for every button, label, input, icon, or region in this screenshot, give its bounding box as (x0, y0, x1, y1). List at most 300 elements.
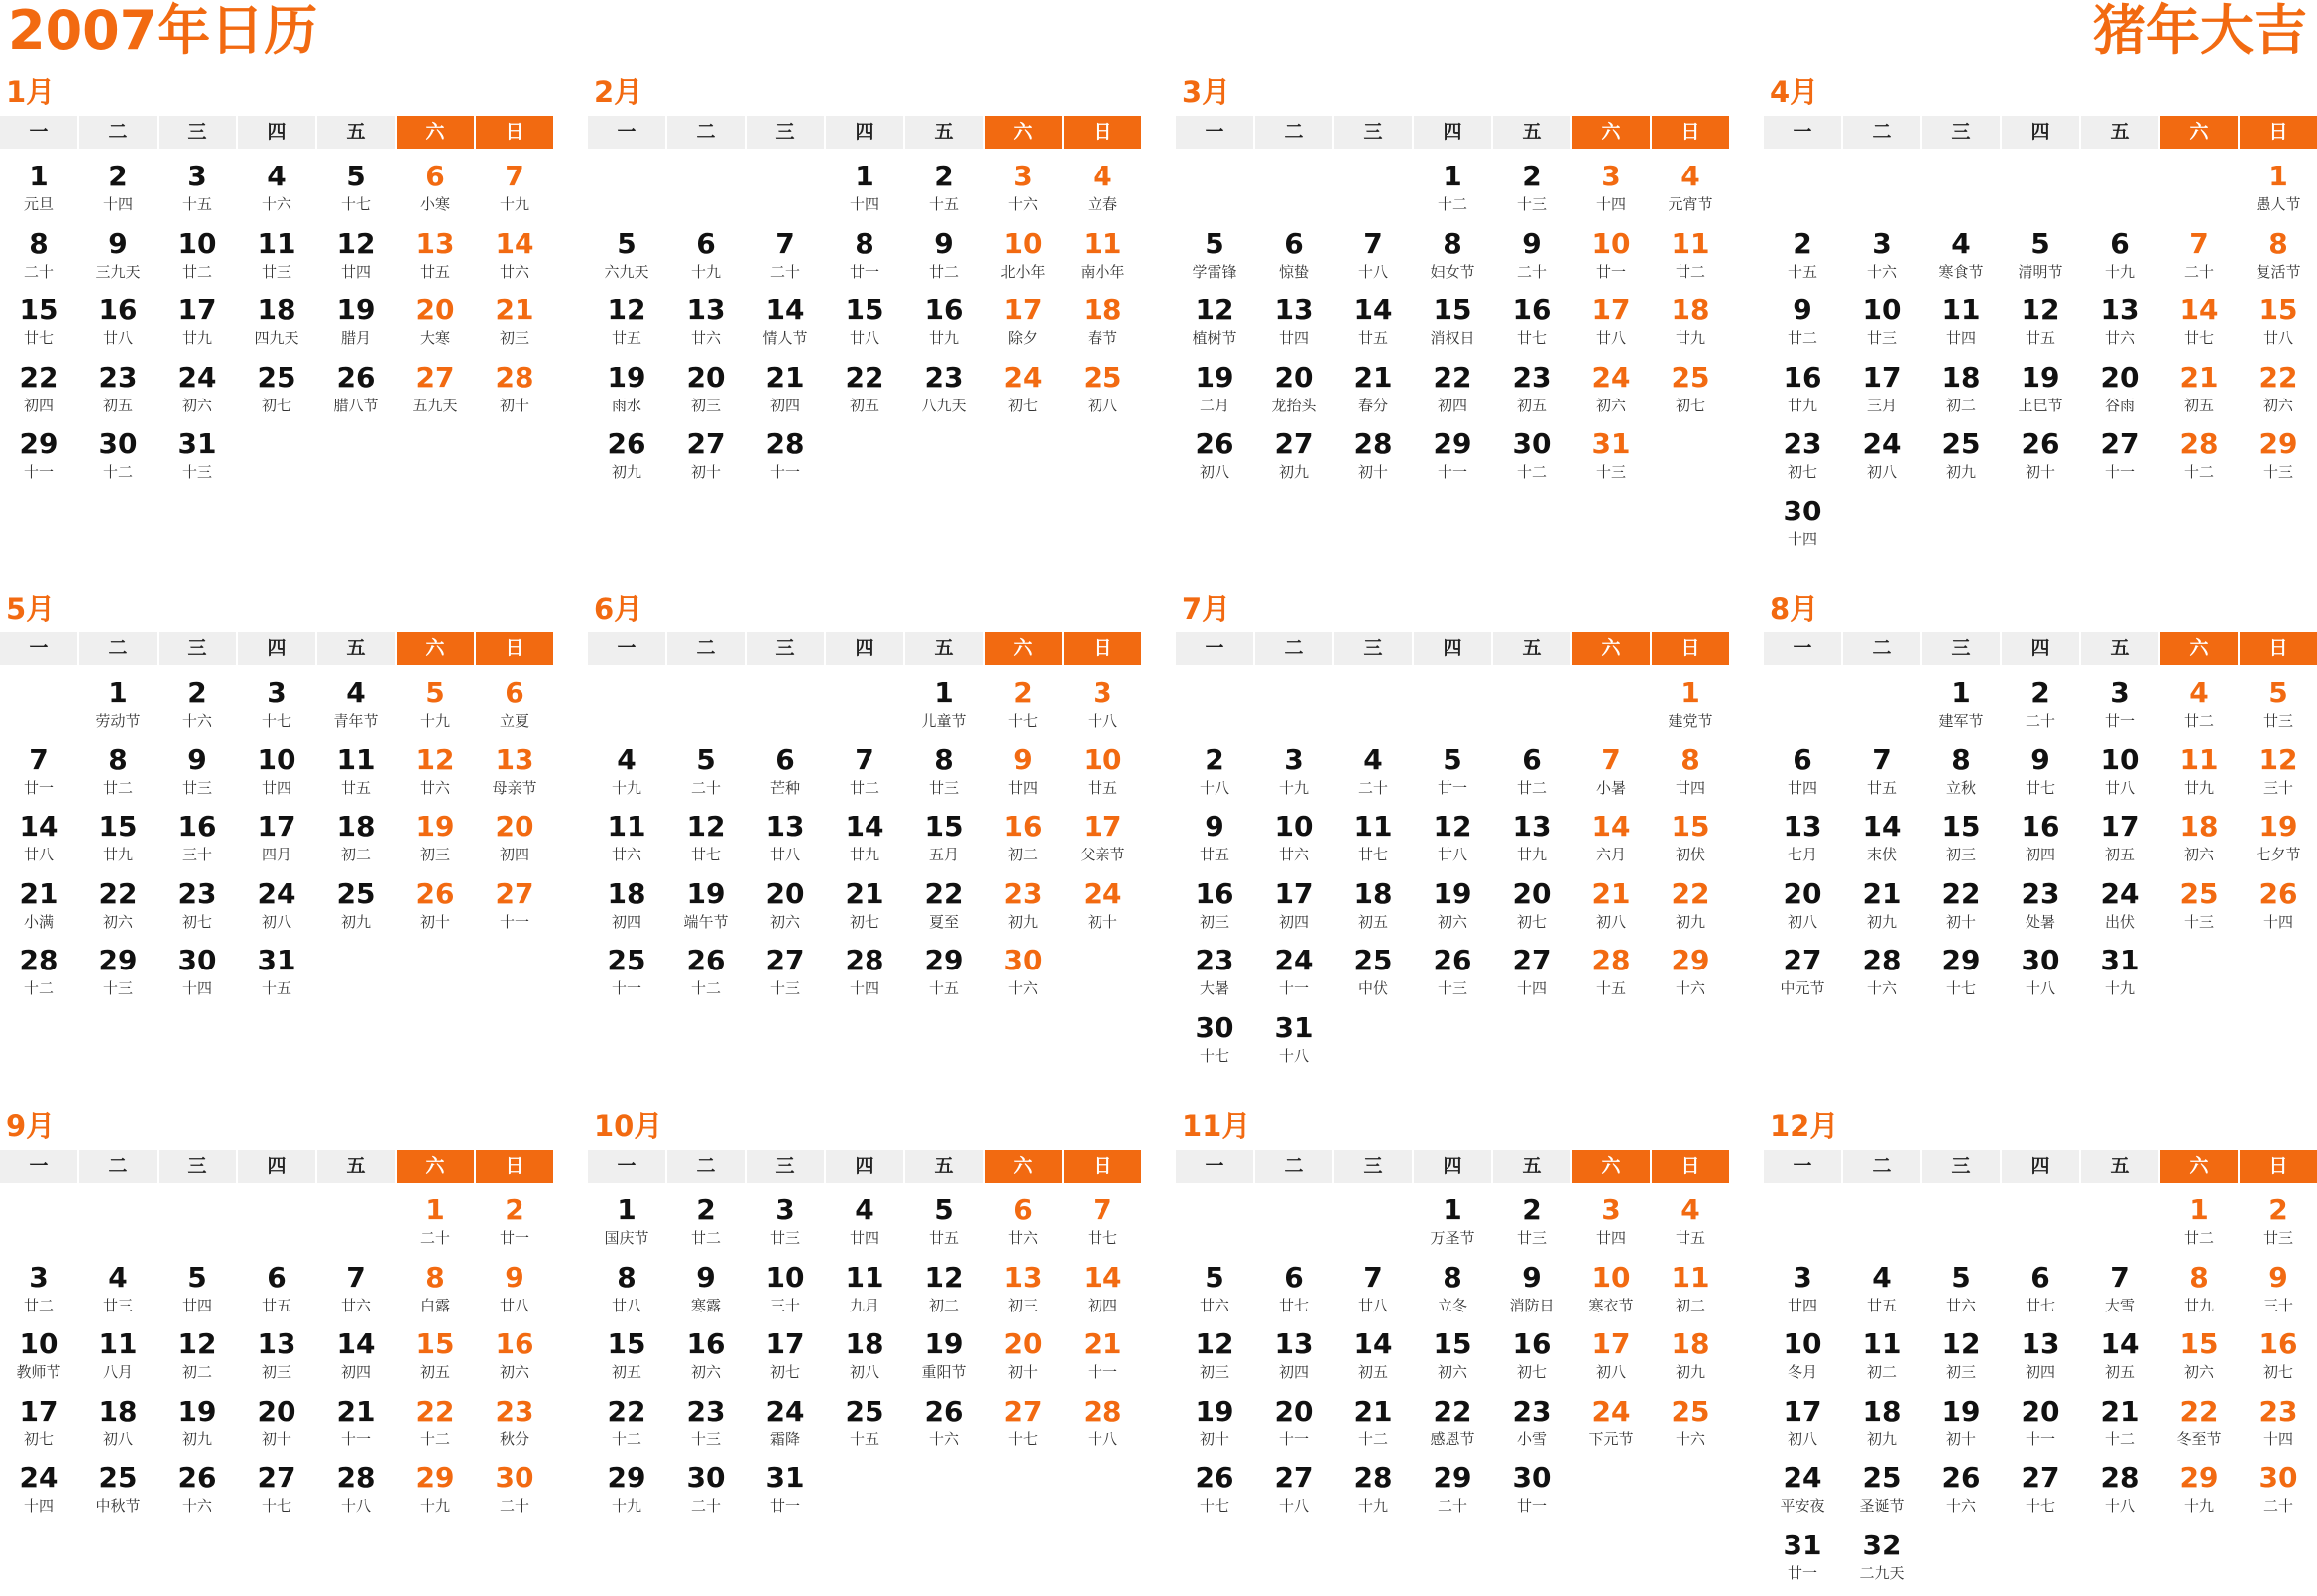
lunar-label: 廿七 (1278, 1296, 1309, 1314)
day-number: 22 (415, 1394, 455, 1427)
day-number: 5 (1205, 1260, 1224, 1294)
lunar-label: 廿二 (928, 262, 959, 281)
day-cell (2081, 427, 2158, 495)
day-number: 18 (1941, 360, 1981, 394)
lunar-label: 廿六 (499, 262, 529, 281)
weekday-header (1176, 116, 1729, 149)
lunar-label: 三十 (2262, 1296, 2293, 1314)
lunar-label: 廿九 (1787, 396, 1817, 414)
day-cell (2002, 361, 2079, 428)
lunar-label: 初八 (849, 1363, 879, 1382)
weekday-header (588, 116, 1141, 149)
day-number: 29 (98, 944, 138, 977)
lunar-label: 廿七 (23, 329, 54, 348)
day-cell (1493, 1194, 1570, 1261)
lunar-label: 十一 (2025, 1429, 2055, 1448)
day-cell (159, 293, 236, 361)
day-cell (667, 361, 745, 428)
lunar-label: 愚人节 (2256, 195, 2301, 213)
day-cell (1764, 743, 1841, 811)
lunar-label: 十一 (1278, 979, 1309, 998)
day-cell (1572, 810, 1650, 877)
lunar-label: 廿二 (102, 778, 133, 797)
day-number: 24 (1591, 1394, 1631, 1427)
lunar-label: 初七 (23, 1429, 54, 1448)
day-cell (397, 810, 474, 877)
day-cell (985, 877, 1062, 945)
day-cell (588, 1327, 665, 1395)
day-number: 23 (924, 360, 964, 394)
day-number: 27 (686, 427, 726, 461)
day-number: 22 (2179, 1394, 2219, 1427)
lunar-label: 廿三 (261, 262, 291, 281)
day-number: 25 (336, 876, 376, 910)
day-number: 19 (336, 293, 376, 327)
lunar-label: 腊八节 (333, 396, 379, 414)
month-title: 6月 (594, 592, 643, 626)
day-cell (747, 877, 824, 945)
day-cell (1843, 743, 1920, 811)
day-cell (79, 160, 157, 227)
day-number: 19 (1941, 1394, 1981, 1427)
lunar-label: 十六 (1866, 262, 1897, 281)
weekday-label: 日 (476, 1150, 553, 1183)
lunar-label: 十八 (2025, 979, 2055, 998)
day-number: 6 (425, 160, 445, 192)
day-number: 1 (425, 1194, 445, 1226)
day-cell (2002, 676, 2079, 743)
day-cell (238, 1395, 315, 1462)
day-number: 29 (1671, 944, 1710, 977)
day-cell (0, 427, 77, 495)
day-number: 10 (1274, 810, 1314, 844)
day-cell (826, 1261, 903, 1328)
day-cell (2002, 810, 2079, 877)
lunar-label: 十八 (340, 1497, 371, 1516)
day-number: 5 (2268, 676, 2288, 709)
day-number: 12 (1433, 810, 1472, 844)
lunar-label: 十四 (849, 195, 879, 213)
lunar-label: 廿四 (1945, 329, 1976, 348)
day-number: 4 (346, 676, 366, 709)
day-number: 23 (98, 360, 138, 394)
day-number: 25 (1862, 1461, 1902, 1495)
day-number: 13 (1274, 293, 1314, 327)
day-cell (397, 877, 474, 945)
day-cell (2002, 944, 2079, 1011)
day-cell (905, 676, 983, 743)
weekday-label: 三 (747, 116, 824, 149)
empty-cell (1176, 676, 1253, 743)
month-title: 4月 (1770, 75, 1819, 109)
day-number: 18 (98, 1394, 138, 1427)
day-number: 4 (2189, 676, 2209, 709)
lunar-label: 廿三 (2262, 1229, 2293, 1247)
day-number: 25 (1671, 360, 1710, 394)
day-cell (1572, 293, 1650, 361)
day-cell (79, 1395, 157, 1462)
day-cell (747, 1461, 824, 1529)
lunar-label: 除夕 (1007, 329, 1038, 348)
lunar-label: 重阳节 (921, 1363, 967, 1382)
lunar-label: 初九 (181, 1429, 212, 1448)
weekday-label: 三 (1922, 1150, 2000, 1183)
day-cell (317, 1461, 395, 1529)
lunar-label: 初五 (1357, 912, 1388, 931)
day-cell (238, 810, 315, 877)
day-number: 30 (1512, 1461, 1552, 1495)
day-cell (588, 810, 665, 877)
lunar-label: 初六 (1595, 396, 1626, 414)
day-cell (1764, 877, 1841, 945)
day-number: 18 (1671, 293, 1710, 327)
day-number: 9 (934, 226, 954, 260)
day-number: 3 (187, 160, 207, 192)
day-number: 27 (2021, 1461, 2060, 1495)
day-cell (1064, 160, 1141, 227)
weekday-header (588, 1150, 1141, 1183)
weekday-label: 六 (1572, 632, 1650, 665)
weekday-label: 日 (2240, 116, 2317, 149)
day-cell (476, 361, 553, 428)
day-number: 10 (1083, 742, 1122, 776)
lunar-label: 十五 (261, 979, 291, 998)
day-number: 11 (1941, 293, 1981, 327)
lunar-label: 初四 (1087, 1296, 1117, 1314)
lunar-label: 国庆节 (604, 1229, 649, 1247)
day-number: 11 (1083, 226, 1122, 260)
lunar-label: 初八 (1595, 912, 1626, 931)
day-number: 2 (2268, 1194, 2288, 1226)
lunar-label: 小雪 (1516, 1429, 1547, 1448)
lunar-label: 二十 (419, 1229, 450, 1247)
weekday-label: 五 (905, 116, 983, 149)
lunar-label: 廿二 (849, 778, 879, 797)
day-number: 29 (2259, 427, 2298, 461)
day-cell (1176, 227, 1253, 294)
lunar-label: 初六 (2262, 396, 2293, 414)
lunar-label: 廿九 (181, 329, 212, 348)
lunar-label: 初六 (2183, 1363, 2214, 1382)
day-number: 15 (2259, 293, 2298, 327)
day-number: 9 (1793, 293, 1812, 327)
lunar-label: 十二 (102, 463, 133, 482)
lunar-label: 初十 (1945, 1429, 1976, 1448)
day-number: 13 (1512, 810, 1552, 844)
day-number: 17 (1003, 293, 1043, 327)
day-number: 8 (2268, 226, 2288, 260)
lunar-label: 十四 (1595, 195, 1626, 213)
day-cell (2240, 1327, 2317, 1395)
day-cell (0, 361, 77, 428)
day-number: 23 (1512, 360, 1552, 394)
day-cell (905, 361, 983, 428)
weekday-header (588, 632, 1141, 665)
lunar-label: 建军节 (1938, 712, 1984, 730)
day-number: 26 (1195, 427, 1234, 461)
lunar-label: 十一 (23, 463, 54, 482)
day-number: 23 (177, 876, 217, 910)
day-number: 27 (495, 876, 534, 910)
empty-cell (1843, 160, 1920, 227)
day-cell (2240, 1261, 2317, 1328)
weekday-label: 四 (238, 116, 315, 149)
day-cell (905, 160, 983, 227)
day-number: 6 (2030, 1260, 2050, 1294)
day-number: 14 (1083, 1260, 1122, 1294)
lunar-label: 夏至 (928, 912, 959, 931)
lunar-label: 廿八 (769, 846, 800, 864)
lunar-label: 圣诞节 (1859, 1497, 1905, 1516)
lunar-label: 初二 (928, 1296, 959, 1314)
lunar-label: 初三 (1945, 846, 1976, 864)
lunar-label: 廿四 (849, 1229, 879, 1247)
lunar-label: 初三 (1199, 912, 1229, 931)
lunar-label: 三十 (769, 1296, 800, 1314)
weekday-label: 日 (1064, 1150, 1141, 1183)
day-cell (159, 810, 236, 877)
day-cell (476, 227, 553, 294)
lunar-label: 中元节 (1780, 979, 1825, 998)
day-cell (1652, 1261, 1729, 1328)
lunar-label: 十六 (1675, 1429, 1705, 1448)
day-number: 19 (2021, 360, 2060, 394)
month-title: 11月 (1182, 1109, 1251, 1143)
day-cell (317, 810, 395, 877)
day-number: 15 (845, 293, 884, 327)
lunar-label: 廿八 (102, 329, 133, 348)
lunar-label: 初五 (1516, 396, 1547, 414)
lunar-label: 十八 (1278, 1497, 1309, 1516)
lunar-label: 父亲节 (1080, 846, 1125, 864)
lunar-label: 初九 (1675, 1363, 1705, 1382)
day-number: 26 (1195, 1461, 1234, 1495)
day-grid (0, 676, 553, 1011)
empty-cell (0, 1194, 77, 1261)
lunar-label: 初四 (2025, 846, 2055, 864)
day-number: 16 (98, 293, 138, 327)
day-cell (79, 944, 157, 1011)
lunar-label: 八九天 (921, 396, 967, 414)
weekday-label: 六 (985, 116, 1062, 149)
lunar-label: 十二 (419, 1429, 450, 1448)
day-number: 2 (1205, 742, 1224, 776)
day-number: 6 (1013, 1194, 1033, 1226)
day-cell (2081, 676, 2158, 743)
day-number: 11 (2179, 742, 2219, 776)
weekday-label: 三 (159, 1150, 236, 1183)
weekday-label: 三 (159, 116, 236, 149)
lunar-label: 廿三 (1516, 1229, 1547, 1247)
lunar-label: 廿八 (1437, 846, 1467, 864)
lunar-label: 三月 (1866, 396, 1897, 414)
day-cell (1493, 361, 1570, 428)
lunar-label: 初五 (2104, 1363, 2135, 1382)
lunar-label: 十五 (928, 195, 959, 213)
day-number: 7 (1363, 226, 1383, 260)
lunar-label: 十六 (1866, 979, 1897, 998)
lunar-label: 廿三 (2262, 712, 2293, 730)
day-number: 7 (1872, 742, 1892, 776)
lunar-label: 初五 (102, 396, 133, 414)
day-cell (79, 361, 157, 428)
day-cell (1922, 1261, 2000, 1328)
day-cell (1493, 1461, 1570, 1529)
day-number: 7 (505, 160, 524, 192)
day-cell (1764, 361, 1841, 428)
day-cell (1572, 1395, 1650, 1462)
day-cell (1652, 1194, 1729, 1261)
day-cell (1652, 877, 1729, 945)
lunar-label: 儿童节 (921, 712, 967, 730)
lunar-label: 初三 (261, 1363, 291, 1382)
empty-cell (1922, 1194, 2000, 1261)
day-cell (238, 293, 315, 361)
day-cell (1255, 743, 1332, 811)
day-number: 26 (336, 360, 376, 394)
day-cell (476, 293, 553, 361)
day-cell (1064, 877, 1141, 945)
lunar-label: 处暑 (2025, 912, 2055, 931)
lunar-label: 腊月 (340, 329, 371, 348)
lunar-label: 初十 (1357, 463, 1388, 482)
day-number: 20 (257, 1394, 296, 1427)
day-number: 20 (686, 360, 726, 394)
lunar-label: 上巳节 (2018, 396, 2063, 414)
weekday-label: 日 (1652, 116, 1729, 149)
empty-cell (1764, 160, 1841, 227)
empty-cell (1176, 160, 1253, 227)
lunar-label: 十九 (611, 1497, 641, 1516)
day-number: 28 (19, 944, 58, 977)
lunar-label: 十九 (419, 712, 450, 730)
lunar-label: 初七 (2262, 1363, 2293, 1382)
day-cell (2240, 1395, 2317, 1462)
day-number: 16 (1512, 293, 1552, 327)
lunar-label: 十二 (611, 1429, 641, 1448)
lunar-label: 二十 (2262, 1497, 2293, 1516)
lunar-label: 廿五 (1866, 1296, 1897, 1314)
day-number: 3 (1093, 676, 1112, 709)
weekday-label: 日 (2240, 1150, 2317, 1183)
day-number: 30 (2021, 944, 2060, 977)
day-number: 10 (2100, 742, 2140, 776)
day-number: 14 (2179, 293, 2219, 327)
day-number: 4 (1680, 160, 1700, 192)
day-cell (1652, 160, 1729, 227)
lunar-label: 廿六 (419, 778, 450, 797)
weekday-label: 二 (1255, 1150, 1332, 1183)
day-cell (476, 1261, 553, 1328)
day-cell (2240, 1461, 2317, 1529)
day-number: 24 (257, 876, 296, 910)
day-cell (476, 1194, 553, 1261)
day-number: 3 (1601, 160, 1621, 192)
day-number: 17 (19, 1394, 58, 1427)
day-number: 24 (1862, 427, 1902, 461)
day-cell (2081, 810, 2158, 877)
day-cell (1493, 227, 1570, 294)
lunar-label: 立秋 (1945, 778, 1976, 797)
lunar-label: 廿五 (2025, 329, 2055, 348)
weekday-header (0, 1150, 553, 1183)
day-number: 4 (267, 160, 287, 192)
day-number: 15 (607, 1327, 646, 1361)
lunar-label: 初四 (2025, 1363, 2055, 1382)
day-number: 23 (686, 1394, 726, 1427)
day-number: 7 (1093, 1194, 1112, 1226)
day-number: 5 (696, 742, 716, 776)
day-number: 2 (696, 1194, 716, 1226)
lunar-label: 十一 (1087, 1363, 1117, 1382)
lunar-label: 劳动节 (95, 712, 141, 730)
lunar-label: 十八 (1278, 1046, 1309, 1065)
weekday-header (0, 116, 553, 149)
empty-cell (1176, 1194, 1253, 1261)
day-cell (1064, 1327, 1141, 1395)
day-number: 15 (1941, 810, 1981, 844)
day-cell (1652, 743, 1729, 811)
day-cell (1764, 1461, 1841, 1529)
day-cell (2002, 1395, 2079, 1462)
page-title: 2007年日历 (8, 0, 318, 61)
day-cell (1572, 227, 1650, 294)
lunar-label: 初二 (181, 1363, 212, 1382)
day-number: 4 (1951, 226, 1971, 260)
lunar-label: 廿二 (23, 1296, 54, 1314)
day-number: 32 (1862, 1528, 1902, 1561)
lunar-label: 十六 (1007, 195, 1038, 213)
lunar-label: 十四 (1516, 979, 1547, 998)
day-number: 21 (19, 876, 58, 910)
day-cell (2240, 877, 2317, 945)
lunar-label: 十三 (1595, 463, 1626, 482)
day-number: 10 (257, 742, 296, 776)
empty-cell (588, 160, 665, 227)
lunar-label: 中伏 (1357, 979, 1388, 998)
day-number: 13 (1274, 1327, 1314, 1361)
weekday-header (1764, 1150, 2317, 1183)
lunar-label: 初七 (1007, 396, 1038, 414)
lunar-label: 廿一 (1437, 778, 1467, 797)
day-number: 4 (1093, 160, 1112, 192)
day-number: 24 (2100, 876, 2140, 910)
empty-cell (667, 160, 745, 227)
day-number: 7 (1601, 742, 1621, 776)
lunar-label: 十一 (340, 1429, 371, 1448)
lunar-label: 廿二 (2183, 712, 2214, 730)
lunar-label: 廿四 (1787, 778, 1817, 797)
lunar-label: 寒露 (690, 1296, 721, 1314)
lunar-label: 龙抬头 (1271, 396, 1317, 414)
day-number: 26 (1941, 1461, 1981, 1495)
lunar-label: 初八 (102, 1429, 133, 1448)
day-cell (826, 877, 903, 945)
day-number: 22 (1941, 876, 1981, 910)
lunar-label: 初九 (1675, 912, 1705, 931)
weekday-label: 六 (1572, 116, 1650, 149)
day-number: 6 (775, 742, 795, 776)
day-cell (79, 293, 157, 361)
day-cell (238, 1461, 315, 1529)
day-number: 26 (415, 876, 455, 910)
day-cell (1176, 1461, 1253, 1529)
day-number: 28 (1862, 944, 1902, 977)
day-number: 9 (187, 742, 207, 776)
day-number: 26 (924, 1394, 964, 1427)
day-cell (2240, 227, 2317, 294)
day-number: 2 (187, 676, 207, 709)
